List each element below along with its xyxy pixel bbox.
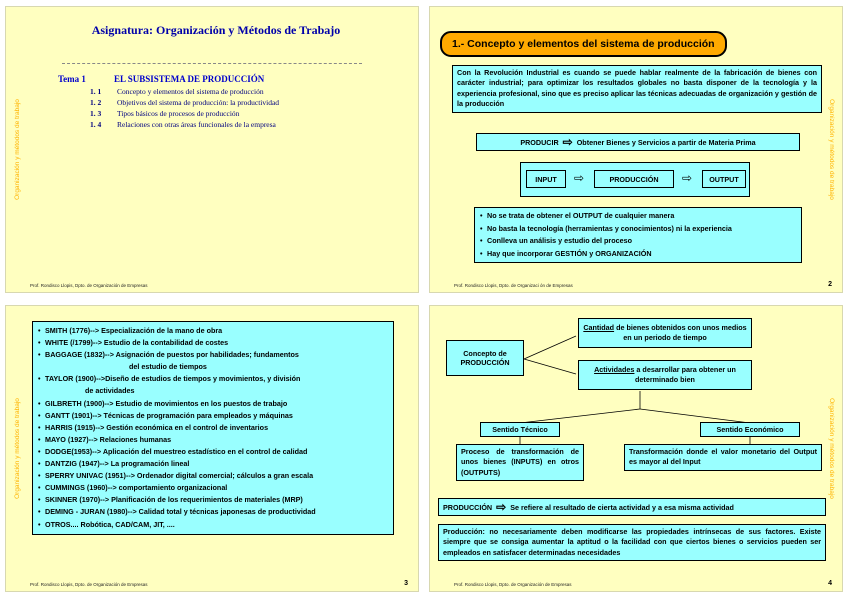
sentido-tecnico-box: Sentido Técnico xyxy=(480,422,560,437)
tema-item: 1. 4 Relaciones con otras áreas funcionales de la empresa xyxy=(90,120,276,129)
history-item: • MAYO (1927)--> Relaciones humanas xyxy=(37,434,389,446)
side-label: Organización y métodos de trabajo xyxy=(13,99,21,200)
side-label: Organización y métodos de trabajo xyxy=(827,99,835,200)
side-label: Organización y métodos de trabajo xyxy=(13,398,21,499)
section-title: 1.- Concepto y elementos del sistema de producción xyxy=(440,31,727,57)
slide-footer: Prof. Rondisco Llopis, Dpto. de Organización de Empresas xyxy=(454,582,572,587)
tema-label: Tema 1 xyxy=(58,74,86,84)
bullets-box xyxy=(474,207,802,263)
produccion-note-box: Producción: no necesariamente deben modificarse las propiedades intrínsecas de sus factores. Existe siempre que se consiga aumentar la aptitud o la facilidad con que ciertos bienes o servicios pueden ser empleados en satisfacer determinadas necesidades xyxy=(438,524,826,561)
arrow-right-icon: ⇨ xyxy=(562,135,573,149)
flow-output: OUTPUT xyxy=(702,170,746,188)
slide-4 xyxy=(429,305,843,592)
tecnico-desc-box: Proceso de transformación de unos bienes (INPUTS) en otros (OUTPUTS) xyxy=(456,444,584,481)
history-item: • SMITH (1776)--> Especialización de la mano de obra xyxy=(37,325,389,337)
slide-3 xyxy=(5,305,419,592)
produccion-def-box: PRODUCCIÓN ⇨ Se refiere al resultado de cierta actividad y a esa misma actividad xyxy=(438,498,826,516)
history-item: • WHITE (/1799)--> Estudio de la contabilidad de costes xyxy=(37,337,389,349)
history-item: • BAGGAGE (1832)--> Asignación de puestos por habilidades; fundamentos del estudio de tiempos xyxy=(37,349,389,373)
title-divider xyxy=(62,63,362,64)
slide-footer: Prof. Rondisco Llopis, Dpto. de Organización de Empresas xyxy=(30,582,148,587)
economico-desc-box: Transformación donde el valor monetario del Output es mayor al del Input xyxy=(624,444,822,471)
history-item: • CUMMINGS (1960)--> comportamiento organizacional xyxy=(37,482,389,494)
tema-item: 1. 2 Objetivos del sistema de producción: la productividad xyxy=(90,98,280,107)
history-item: • TAYLOR (1900)-->Diseño de estudios de tiempos y movimientos, y división de actividades xyxy=(37,373,389,397)
bullet-item: • Conlleva un análisis y estudio del proceso xyxy=(479,235,797,248)
slide-footer: Prof. Rondisco Llopis, Dpto. de Organización de Empresas xyxy=(30,283,148,288)
history-item: • OTROS.... Robótica, CAD/CAM, JIT, .... xyxy=(37,519,389,531)
history-box xyxy=(32,321,394,535)
flow-input: INPUT xyxy=(526,170,566,188)
page-number: 4 xyxy=(828,580,832,587)
history-item: • DODGE(1953)--> Aplicación del muestreo estadístico en el control de calidad xyxy=(37,446,389,458)
page-number: 3 xyxy=(404,580,408,587)
history-item: • DEMING - JURAN (1980)--> Calidad total y técnicas japonesas de productividad xyxy=(37,506,389,518)
history-item: • HARRIS (1915)--> Gestión económica en el control de inventarios xyxy=(37,422,389,434)
bullet-item: • No se trata de obtener el OUTPUT de cualquier manera xyxy=(479,210,797,223)
cantidad-box: Cantidad de bienes obtenidos con unos medios en un periodo de tiempo xyxy=(578,318,752,348)
tema-title: EL SUBSISTEMA DE PRODUCCIÓN xyxy=(114,74,265,84)
actividades-box: Actividades a desarrollar para obtener un determinado bien xyxy=(578,360,752,390)
history-item: • GILBRETH (1900)--> Estudio de movimientos en los puestos de trabajo xyxy=(37,398,389,410)
tema-item: 1. 1 Concepto y elementos del sistema de producción xyxy=(90,87,264,96)
arrow-right-icon: ⇨ xyxy=(574,171,585,185)
bullet-item: • No basta la tecnología (herramientas y conocimientos) ni la experiencia xyxy=(479,223,797,236)
producir-box: PRODUCIR ⇨ Obtener Bienes y Servicios a partir de Materia Prima xyxy=(476,133,800,151)
page-number: 2 xyxy=(828,281,832,288)
course-title: Asignatura: Organización y Métodos de Trabajo xyxy=(91,23,341,37)
history-item: • SKINNER (1970)--> Planificación de los requerimientos de materiales (MRP) xyxy=(37,494,389,506)
intro-box: Con la Revolución Industrial es cuando se puede hablar realmente de la fabricación de bienes con carácter industrial; para optimizar los resultados globales no basta disponer de la tecnología y la experiencia profesional, sino que es preciso aplicar las técnicas adecuadas de organización y gestión de la producción xyxy=(452,65,822,113)
concepto-produccion-box: Concepto de PRODUCCIÓN xyxy=(446,340,524,376)
history-item: • SPERRY UNIVAC (1951)--> Ordenador digital comercial; cálculos a gran escala xyxy=(37,470,389,482)
slide-1 xyxy=(5,6,419,293)
bullet-item: • Hay que incorporar GESTIÓN y ORGANIZACIÓN xyxy=(479,248,797,261)
sentido-economico-box: Sentido Económico xyxy=(700,422,800,437)
flow-produccion: PRODUCCIÓN xyxy=(594,170,674,188)
slide-footer: Prof. Rondisco Llopis, Dpto. de Organizaci ón de Empresas xyxy=(454,283,573,288)
slide-2 xyxy=(429,6,843,293)
arrow-right-icon: ⇨ xyxy=(496,500,507,514)
side-label: Organización y métodos de trabajo xyxy=(827,398,835,499)
arrow-right-icon: ⇨ xyxy=(682,171,693,185)
tema-items xyxy=(90,86,279,130)
history-item: • GANTT (1901)--> Técnicas de programación para empleados y máquinas xyxy=(37,410,389,422)
tema-item: 1. 3 Tipos básicos de procesos de producción xyxy=(90,109,240,118)
history-item: • DANTZIG (1947)--> La programación lineal xyxy=(37,458,389,470)
